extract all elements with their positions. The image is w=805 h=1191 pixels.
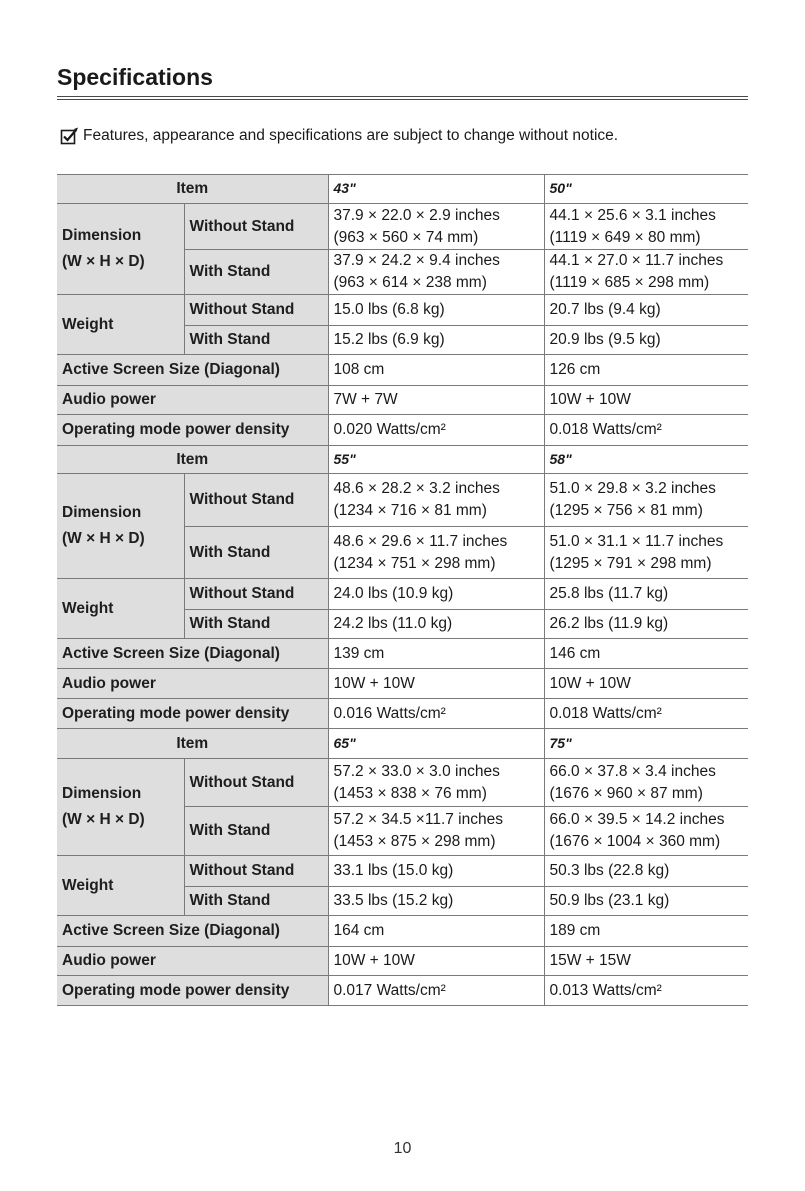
- weight-row: [57, 295, 748, 326]
- page-title: Specifications: [57, 64, 213, 90]
- audio-power-row: [57, 947, 748, 976]
- value-line-2: (963 × 560 × 74 mm): [333, 228, 479, 246]
- with-stand-label: With Stand: [184, 887, 328, 916]
- screen-size-value: 189 cm: [544, 916, 748, 947]
- dimension-label-line-1: Dimension: [62, 504, 142, 522]
- value-line-1: 57.2 × 34.5 ×11.7 inches: [333, 811, 503, 829]
- item-label: Item: [57, 175, 328, 204]
- without-stand-label: Without Stand: [184, 474, 328, 527]
- dimension-label: [57, 759, 184, 856]
- model-name: 55": [328, 446, 544, 474]
- with-stand-label: With Stand: [184, 527, 328, 579]
- value-line-2: (963 × 614 × 238 mm): [333, 274, 487, 291]
- value-line-1: 44.1 × 27.0 × 11.7 inches: [549, 252, 724, 270]
- weight-value: 24.0 lbs (10.9 kg): [328, 579, 544, 610]
- power-density-row: [57, 699, 748, 729]
- with-stand-label: With Stand: [184, 326, 328, 355]
- power-density-value: 0.017 Watts/cm²: [328, 976, 544, 1006]
- audio-power-value: 10W + 10W: [328, 669, 544, 699]
- screen-size-value: 126 cm: [544, 355, 748, 386]
- with-stand-label: With Stand: [184, 250, 328, 295]
- power-density-row: [57, 415, 748, 446]
- value-line-2: (1453 × 838 × 76 mm): [333, 784, 487, 802]
- value-line-1: 44.1 × 25.6 × 3.1 inches: [549, 206, 716, 224]
- power-density-value: 0.018 Watts/cm²: [544, 699, 748, 729]
- dimension-label: [57, 474, 184, 579]
- title-rule-bottom: [57, 99, 748, 100]
- value-line-2: (1234 × 716 × 81 mm): [333, 502, 487, 519]
- with-stand-label: With Stand: [184, 807, 328, 856]
- checkbox-pencil-icon: [60, 127, 80, 145]
- screen-size-row: [57, 355, 748, 386]
- model-name: 43": [328, 175, 544, 204]
- weight-value: 20.9 lbs (9.5 kg): [544, 326, 748, 355]
- with-stand-label: With Stand: [184, 610, 328, 639]
- model-name: 65": [328, 729, 544, 759]
- weight-label: Weight: [57, 579, 184, 639]
- dimension-value: [544, 250, 748, 295]
- power-density-label: Operating mode power density: [57, 976, 328, 1006]
- power-density-label: Operating mode power density: [57, 415, 328, 446]
- weight-label: Weight: [57, 295, 184, 355]
- weight-value: 25.8 lbs (11.7 kg): [544, 579, 748, 610]
- power-density-value: 0.018 Watts/cm²: [544, 415, 748, 446]
- audio-power-label: Audio power: [57, 669, 328, 699]
- screen-size-row: [57, 639, 748, 669]
- weight-label: Weight: [57, 856, 184, 916]
- audio-power-row: [57, 386, 748, 415]
- dimension-row: [57, 759, 748, 807]
- value-line-2: (1119 × 685 × 298 mm): [549, 274, 710, 291]
- audio-power-label: Audio power: [57, 386, 328, 415]
- screen-size-value: 146 cm: [544, 639, 748, 669]
- value-line-1: 37.9 × 22.0 × 2.9 inches: [333, 206, 500, 224]
- value-line-1: 48.6 × 28.2 × 3.2 inches: [333, 480, 500, 498]
- screen-size-value: 164 cm: [328, 916, 544, 947]
- power-density-value: 0.020 Watts/cm²: [328, 415, 544, 446]
- notice-text: Features, appearance and specifications are subject to change without notice.: [83, 127, 619, 144]
- value-line-1: 51.0 × 31.1 × 11.7 inches: [549, 532, 724, 550]
- without-stand-label: Without Stand: [184, 579, 328, 610]
- weight-value: 33.1 lbs (15.0 kg): [328, 856, 544, 887]
- dimension-label-line-2: (W × H × D): [62, 811, 145, 828]
- audio-power-value: 10W + 10W: [328, 947, 544, 976]
- without-stand-label: Without Stand: [184, 759, 328, 807]
- dimension-value: [328, 759, 544, 807]
- model-name: 75": [544, 729, 748, 759]
- screen-size-value: 108 cm: [328, 355, 544, 386]
- item-header-row: [57, 175, 748, 204]
- dimension-row: [57, 474, 748, 527]
- weight-value: 15.2 lbs (6.9 kg): [328, 326, 544, 355]
- value-line-1: 66.0 × 37.8 × 3.4 inches: [549, 762, 716, 780]
- power-density-value: 0.013 Watts/cm²: [544, 976, 748, 1006]
- audio-power-value: 15W + 15W: [544, 947, 748, 976]
- model-name: 50": [544, 175, 748, 204]
- dimension-value: [544, 204, 748, 250]
- screen-size-label: Active Screen Size (Diagonal): [57, 916, 328, 947]
- dimension-value: [328, 204, 544, 250]
- audio-power-label: Audio power: [57, 947, 328, 976]
- dimension-label-line-1: Dimension: [62, 785, 142, 803]
- value-line-2: (1453 × 875 × 298 mm): [333, 833, 496, 850]
- value-line-2: (1234 × 751 × 298 mm): [333, 554, 496, 572]
- weight-value: 20.7 lbs (9.4 kg): [544, 295, 748, 326]
- weight-row: [57, 579, 748, 610]
- value-line-1: 37.9 × 24.2 × 9.4 inches: [333, 252, 500, 270]
- dimension-value: [328, 807, 544, 856]
- model-name: 58": [544, 446, 748, 474]
- weight-row: [57, 856, 748, 887]
- dimension-value: [328, 527, 544, 579]
- weight-value: 15.0 lbs (6.8 kg): [328, 295, 544, 326]
- dimension-value: [544, 474, 748, 527]
- value-line-1: 48.6 × 29.6 × 11.7 inches: [333, 532, 508, 550]
- weight-value: 50.9 lbs (23.1 kg): [544, 887, 748, 916]
- dimension-label: [57, 204, 184, 295]
- dimension-value: [544, 527, 748, 579]
- dimension-label-line-2: (W × H × D): [62, 530, 145, 547]
- item-header-row: [57, 446, 748, 474]
- audio-power-value: 10W + 10W: [544, 669, 748, 699]
- value-line-1: 57.2 × 33.0 × 3.0 inches: [333, 762, 500, 780]
- spec-table: [57, 174, 748, 1006]
- screen-size-label: Active Screen Size (Diagonal): [57, 639, 328, 669]
- dimension-value: [328, 474, 544, 527]
- value-line-1: 66.0 × 39.5 × 14.2 inches: [549, 811, 725, 829]
- notice: [60, 127, 618, 145]
- screen-size-label: Active Screen Size (Diagonal): [57, 355, 328, 386]
- power-density-value: 0.016 Watts/cm²: [328, 699, 544, 729]
- value-line-2: (1295 × 756 × 81 mm): [549, 502, 703, 519]
- without-stand-label: Without Stand: [184, 295, 328, 326]
- screen-size-row: [57, 916, 748, 947]
- value-line-2: (1676 × 960 × 87 mm): [549, 784, 703, 802]
- dimension-value: [544, 807, 748, 856]
- screen-size-value: 139 cm: [328, 639, 544, 669]
- weight-value: 24.2 lbs (11.0 kg): [328, 610, 544, 639]
- weight-value: 50.3 lbs (22.8 kg): [544, 856, 748, 887]
- page-number: 10: [393, 1140, 412, 1157]
- dimension-label-line-2: (W × H × D): [62, 253, 145, 270]
- power-density-row: [57, 976, 748, 1006]
- dimension-label-line-1: Dimension: [62, 227, 142, 245]
- weight-value: 26.2 lbs (11.9 kg): [544, 610, 748, 639]
- power-density-label: Operating mode power density: [57, 699, 328, 729]
- value-line-2: (1119 × 649 × 80 mm): [549, 228, 701, 246]
- item-header-row: [57, 729, 748, 759]
- audio-power-value: 7W + 7W: [328, 386, 544, 415]
- weight-value: 33.5 lbs (15.2 kg): [328, 887, 544, 916]
- dimension-row: [57, 204, 748, 250]
- dimension-value: [328, 250, 544, 295]
- value-line-2: (1295 × 791 × 298 mm): [549, 554, 712, 572]
- title-rule-top: [57, 96, 748, 97]
- dimension-value: [544, 759, 748, 807]
- value-line-2: (1676 × 1004 × 360 mm): [549, 833, 721, 850]
- audio-power-value: 10W + 10W: [544, 386, 748, 415]
- item-label: Item: [57, 729, 328, 759]
- item-label: Item: [57, 446, 328, 474]
- value-line-1: 51.0 × 29.8 × 3.2 inches: [549, 480, 716, 498]
- without-stand-label: Without Stand: [184, 204, 328, 250]
- audio-power-row: [57, 669, 748, 699]
- without-stand-label: Without Stand: [184, 856, 328, 887]
